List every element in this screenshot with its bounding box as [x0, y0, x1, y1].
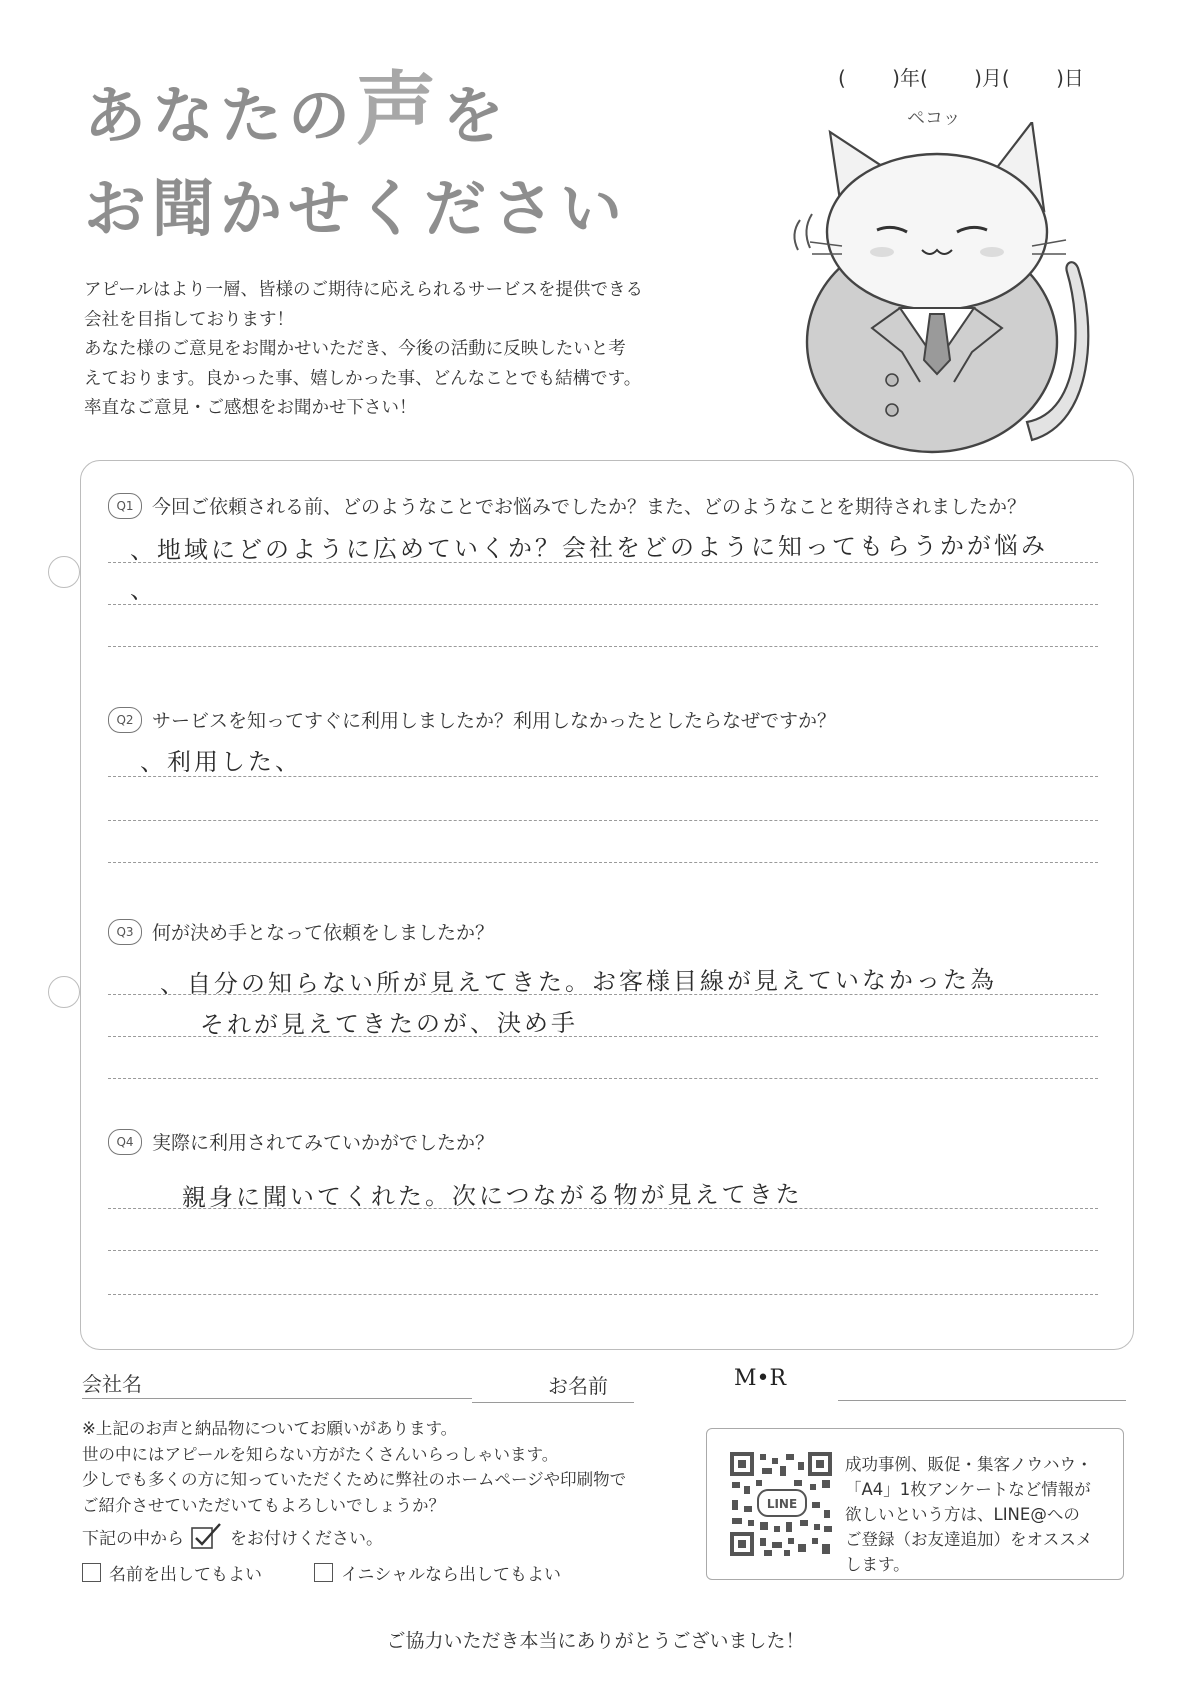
q3-answer-line-1[interactable]: 、自分の知らない所が見えてきた。お客様目線が見えていなかった為	[159, 965, 998, 999]
company-label: 会社名	[82, 1372, 142, 1396]
question-2-text: サービスを知ってすぐに利用しましたか？利用しなかったとしたらなぜですか？	[152, 710, 837, 732]
line-promo-line: ご登録（お友達追加）をオススメ	[845, 1530, 1093, 1549]
q3-answer-line-2[interactable]: それが見えてきたのが、決め手	[199, 1009, 579, 1039]
answer-line	[108, 994, 1098, 995]
line-promo-line: します。	[845, 1555, 910, 1574]
intro-text	[84, 276, 784, 424]
q3-badge: Q3	[108, 919, 142, 945]
check-instruction-after: をお付けください。	[230, 1528, 383, 1549]
q1-badge: Q1	[108, 493, 142, 519]
q1-answer-line-2[interactable]: 、	[129, 575, 158, 605]
line-promo-line: 欲しいという方は、LINE@への	[845, 1505, 1080, 1524]
mascot-sound-effect: ペコッ	[907, 108, 961, 129]
question-4	[108, 1128, 494, 1155]
answer-line	[108, 1078, 1098, 1079]
option-initial-checkbox[interactable]	[314, 1563, 333, 1582]
line-promo-line: 成功事例、販促・集客ノウハウ・	[845, 1455, 1093, 1474]
q1-answer-line-1[interactable]: 、地域にどのように広めていくか？会社をどのように知ってもらうかが悩み	[129, 531, 1049, 565]
qr-code-icon[interactable]	[728, 1450, 834, 1558]
option-name-checkbox[interactable]	[82, 1563, 101, 1582]
title-big-character: 声	[356, 63, 443, 156]
question-3	[108, 918, 494, 945]
q2-badge: Q2	[108, 707, 142, 733]
intro-line: えております。良かった事、嬉しかった事、どんなことでも結構です。	[84, 368, 642, 389]
option-initial-row[interactable]	[314, 1560, 561, 1585]
binder-hole	[48, 556, 80, 588]
answer-line	[108, 1250, 1098, 1251]
note-line: 少しでも多くの方に知っていただくために弊社のホームページや印刷物で	[82, 1470, 627, 1489]
answer-line	[108, 562, 1098, 563]
name-value[interactable]: M•R	[734, 1366, 787, 1391]
intro-line: あなた様のご意見をお聞かせいただき、今後の活動に反映したいと考	[84, 339, 626, 359]
option-name-label: 名前を出してもよい	[109, 1565, 262, 1585]
date-field[interactable]: ( )年( )月( )日	[838, 66, 1084, 90]
check-instruction	[82, 1522, 383, 1550]
q4-badge: Q4	[108, 1129, 142, 1155]
answer-line	[108, 604, 1098, 605]
answer-line	[108, 1036, 1098, 1037]
q2-answer-line-1[interactable]: 、利用した、	[139, 747, 303, 777]
question-2	[108, 706, 836, 733]
company-input-line[interactable]	[82, 1398, 472, 1399]
question-1-text: 今回ご依頼される前、どのようなことでお悩みでしたか？また、どのようなことを期待されましたか？	[152, 496, 1027, 518]
option-initial-label: イニシャルなら出してもよい	[341, 1565, 561, 1585]
answer-line	[108, 1294, 1098, 1295]
note-line: 世の中にはアピールを知らない方がたくさんいらっしゃいます。	[82, 1444, 559, 1464]
note-line: ※上記のお声と納品物についてお願いがあります。	[82, 1419, 458, 1438]
binder-hole	[48, 976, 80, 1008]
name-label: お名前	[548, 1374, 608, 1398]
intro-line: アピールはより一層、皆様のご期待に応えられるサービスを提供できる	[84, 280, 643, 300]
permission-note	[82, 1416, 626, 1518]
name-input-line[interactable]	[838, 1400, 1126, 1401]
page-title-line-2: お聞かせください	[84, 172, 629, 245]
option-name-row[interactable]	[82, 1560, 262, 1585]
note-line: ご紹介させていただいてもよろしいでしょうか？	[82, 1495, 445, 1515]
checkmark-box-icon	[190, 1522, 224, 1550]
answer-line	[108, 1208, 1098, 1209]
check-instruction-before: 下記の中から	[82, 1528, 184, 1549]
question-1	[108, 492, 1026, 519]
intro-line: 会社を目指しております！	[84, 309, 294, 330]
q4-answer-line-1[interactable]: 親身に聞いてくれた。次につながる物が見えてきた	[181, 1180, 803, 1212]
questions-box	[80, 460, 1134, 1350]
question-4-text: 実際に利用されてみていかがでしたか？	[152, 1132, 495, 1154]
cat-mascot-icon	[782, 122, 1112, 492]
title-part-2: を	[442, 79, 511, 152]
name-input-line-left	[472, 1402, 634, 1403]
title-part-1: あなたの	[84, 79, 357, 152]
question-3-text: 何が決め手となって依頼をしましたか？	[152, 922, 495, 944]
intro-line: 率直なご意見・ご感想をお聞かせ下さい！	[84, 398, 417, 418]
thanks-message: ご協力いただき本当にありがとうございました！	[386, 1630, 805, 1652]
line-promo-line: 「A4」1枚アンケートなど情報が	[845, 1480, 1091, 1499]
line-promo-text	[845, 1452, 1115, 1577]
answer-line	[108, 776, 1098, 777]
qr-line-label: LINE	[766, 1497, 798, 1511]
page-title-line-1	[84, 63, 511, 156]
answer-line	[108, 646, 1098, 647]
answer-line	[108, 862, 1098, 863]
answer-line	[108, 820, 1098, 821]
